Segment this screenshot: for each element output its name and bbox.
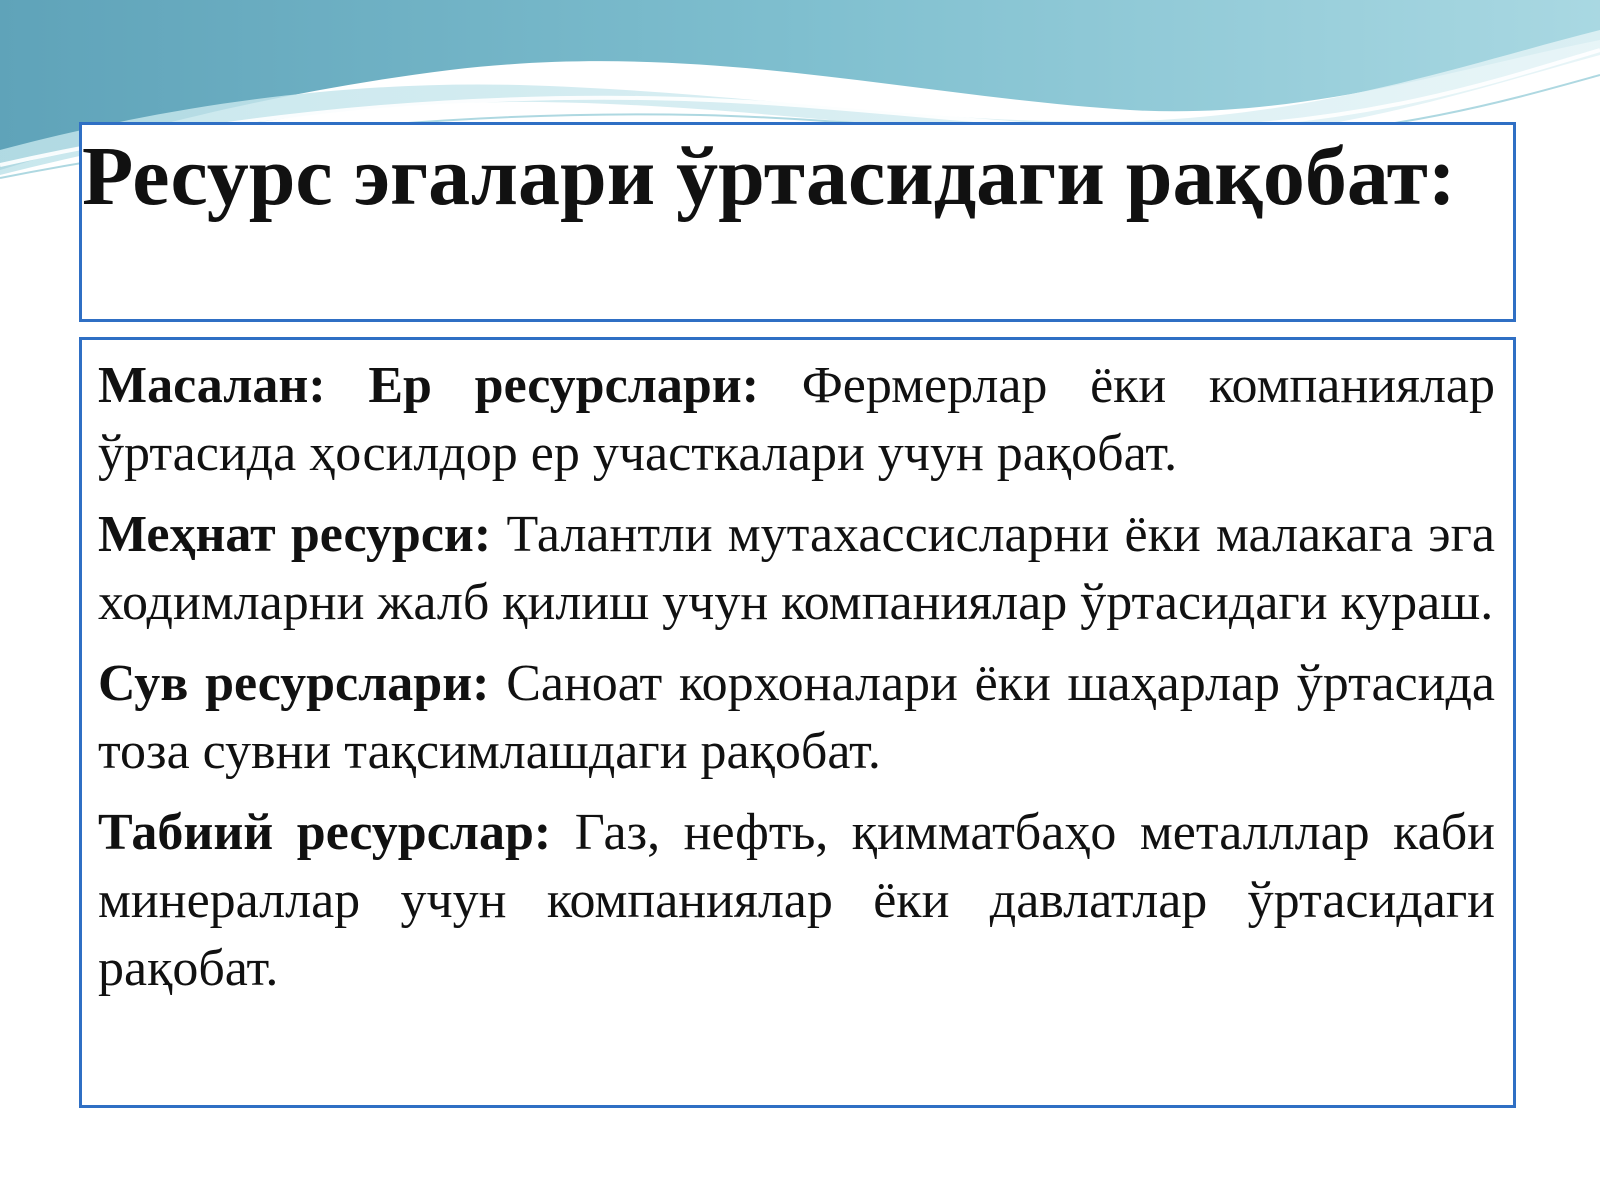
list-item: [98, 501, 1495, 637]
item-text: Фермерлар ёки компаниялар ўртасида ҳосилдор ер участкалари учун рақобат.: [98, 357, 1495, 482]
item-text: Саноат корхоналари ёки шаҳарлар ўртасида тоза сувни тақсимлашдаги рақобат.: [98, 655, 1495, 780]
slide-title: Ресурс эгалари ўртасидаги рақобат:: [82, 130, 1456, 223]
item-label: Меҳнат ресурси:: [98, 506, 492, 563]
content-box: [79, 337, 1516, 1108]
item-text: Талантли мутахассисларни ёки малакага эга ходимларни жалб қилиш учун компаниялар ўртасидаги кураш.: [98, 506, 1495, 631]
title-box: [79, 122, 1516, 322]
item-text: Газ, нефть, қимматбаҳо металллар каби минераллар учун компаниялар ёки давлатлар ўртасидаги рақобат.: [98, 804, 1496, 997]
item-label: Табиий ресурслар:: [98, 804, 552, 861]
list-item: [98, 352, 1495, 488]
item-label: Масалан: Ер ресурслари:: [98, 357, 760, 414]
list-item: [98, 650, 1495, 786]
item-label: Сув ресурслари:: [98, 655, 490, 712]
list-item: [98, 799, 1495, 1003]
